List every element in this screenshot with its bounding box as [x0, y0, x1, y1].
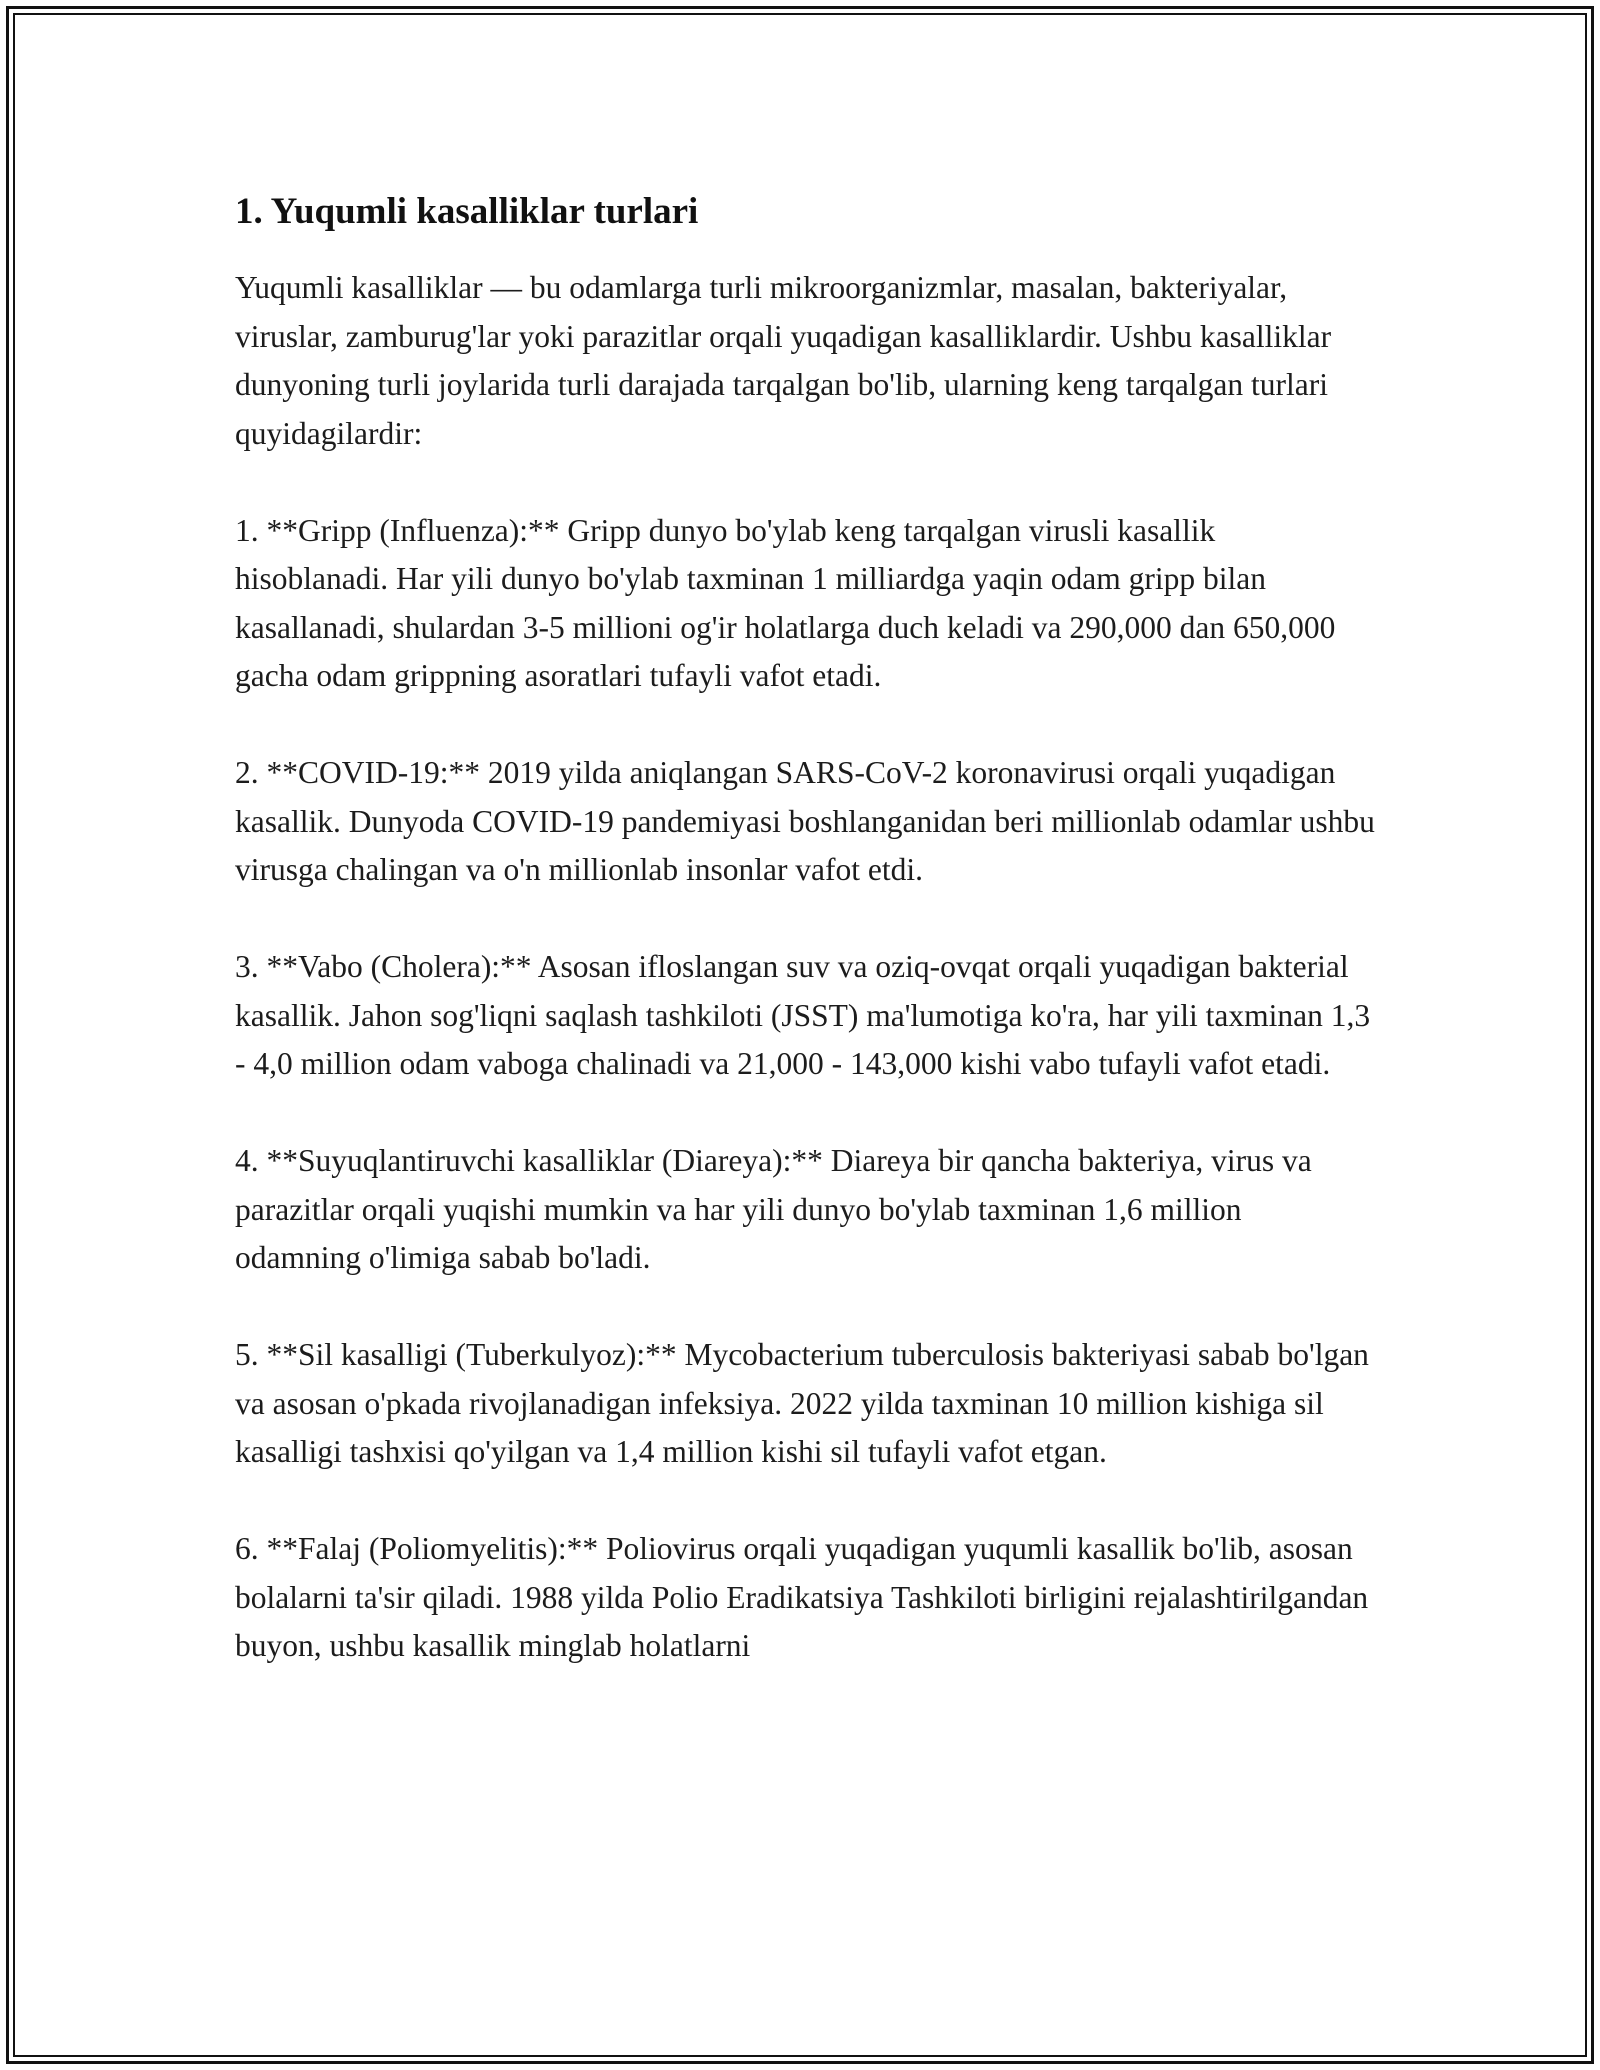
document-title: 1. Yuqumli kasalliklar turlari — [235, 191, 699, 232]
list-item-covid: 2. **COVID-19:** 2019 yilda aniqlangan SARS-CoV-2 koronavirusi orqali yuqadigan kasallik. Dunyoda COVID-19 pandemiyasi boshlanganidan beri millionlab odamlar ushbu virusga chalingan va o'n millionlab insonlar vafot etdi. — [235, 755, 1375, 887]
list-item-vabo: 3. **Vabo (Cholera):** Asosan ifloslangan suv va oziq-ovqat orqali yuqadigan bakterial kasallik. Jahon sog'liqni saqlash tashkiloti (JSST) ma'lumotiga ko'ra, har yili taxminan 1,3 - 4,0 million odam vaboga chalinadi va 21,000 - 143,000 kishi vabo tufayli vafot etadi. — [235, 949, 1371, 1081]
list-item-sil: 5. **Sil kasalligi (Tuberkulyoz):** Mycobacterium tuberculosis bakteriyasi sabab bo'lgan va asosan o'pkada rivojlanadigan infeksiya. 2022 yilda taxminan 10 million kishiga sil kasalligi tashxisi qo'yilgan va 1,4 million kishi sil tufayli vafot etgan. — [235, 1337, 1369, 1469]
list-item-gripp: 1. **Gripp (Influenza):** Gripp dunyo bo'ylab keng tarqalgan virusli kasallik hisoblanadi. Har yili dunyo bo'ylab taxminan 1 milliardga yaqin odam gripp bilan kasallanadi, shulardan 3-5 millioni og'ir holatlarga duch keladi va 290,000 dan 650,000 gacha odam grippning asoratlari tufayli vafot etadi. — [235, 512, 1336, 693]
list-item-diareya: 4. **Suyuqlantiruvchi kasalliklar (Diareya):** Diareya bir qancha bakteriya, virus va parazitlar orqali yuqishi mumkin va har yili dunyo bo'ylab taxminan 1,6 million odamning o'limiga sabab bo'ladi. — [235, 1143, 1312, 1275]
document-body — [235, 188, 1375, 1719]
list-item-falaj: 6. **Falaj (Poliomyelitis):** Poliovirus orqali yuqadigan yuqumli kasallik bo'lib, asosan bolalarni ta'sir qiladi. 1988 yilda Polio Eradikatsiya Tashkiloti birligini rejalashtirilgandan buyon, ushbu kasallik minglab holatlarni — [235, 1531, 1369, 1663]
intro-paragraph: Yuqumli kasalliklar — bu odamlarga turli mikroorganizmlar, masalan, bakteriyalar, viruslar, zamburug'lar yoki parazitlar orqali yuqadigan kasalliklardir. Ushbu kasalliklar dunyoning turli joylarida turli darajada tarqalgan bo'lib, ularning keng tarqalgan turlari quyidagilardir: — [235, 270, 1332, 451]
